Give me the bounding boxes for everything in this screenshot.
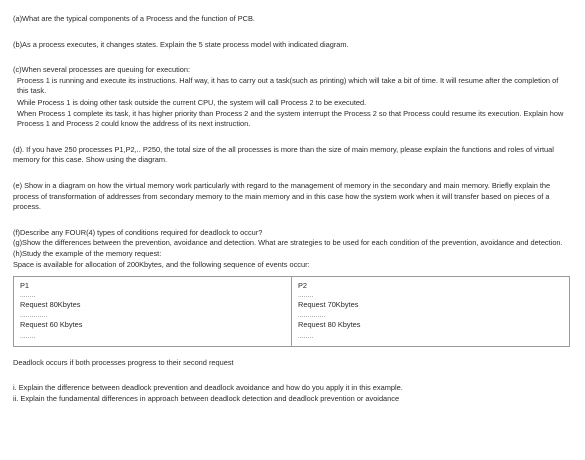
ellipsis-line: .............. — [20, 313, 48, 320]
ellipsis-line: ........ — [298, 333, 314, 340]
table-column-p1 — [14, 277, 292, 347]
question-c-line-2: While Process 1 is doing other task outside the current CPU, the system will call Process 2 to be executed. — [17, 97, 367, 107]
column-header: P2 — [298, 281, 308, 291]
memory-request-table — [13, 276, 570, 347]
question-c-heading: (c)When several processes are queuing for execution: — [13, 65, 191, 75]
question-e: (e) Show in a diagram on how the virtual memory work particularly with regard to the management of memory in the secondary and main memory. Briefly explain the process of transformation of addresses from secondary memory to the main memory and in this case how the system work when it will transfer based on pieces of a process. — [13, 180, 551, 212]
ellipsis-line: ........ — [20, 292, 36, 299]
question-c-line-1: Process 1 is running and execute its instructions. Half way, it has to carry out a task(such as printing) which will take a bit of time. It will resume after the completion of this task. — [17, 75, 559, 96]
ellipsis-line: ........ — [298, 292, 314, 299]
ellipsis-line: ........ — [20, 333, 36, 340]
sub-question-ii: ii. Explain the fundamental differences in approach between deadlock detection and deadlock prevention or avoidance — [13, 394, 400, 404]
request-line: Request 80 Kbytes — [298, 320, 361, 330]
question-g: (g)Show the differences between the prevention, avoidance and detection. What are strategies to be used for each condition of the prevention, avoidance and detection. — [13, 238, 563, 248]
request-line: Request 60 Kbytes — [20, 320, 83, 330]
space-available-text: Space is available for allocation of 200Kbytes, and the following sequence of events occur: — [13, 259, 310, 269]
table-column-p2 — [292, 277, 570, 347]
question-c-line-3: When Process 1 complete its task, it has higher priority than Process 2 and the system interrupt the Process 2 so that Process could resume its execution. Explain how Process 1 and Process 2 could know the address of its next instruction. — [17, 108, 564, 129]
column-header: P1 — [20, 281, 30, 291]
sub-question-i: i. Explain the difference between deadlock prevention and deadlock avoidance and how do you apply it in this example. — [13, 383, 403, 393]
ellipsis-line: .............. — [298, 313, 326, 320]
question-b: (b)As a process executes, it changes states. Explain the 5 state process model with indicated diagram. — [13, 39, 349, 49]
question-d: (d). If you have 250 processes P1,P2,.. P250, the total size of the all processes is more than the size of main memory, please explain the functions and roles of virtual memory for this case. Show using the diagram. — [13, 144, 554, 165]
question-h: (h)Study the example of the memory request: — [13, 248, 162, 258]
request-line: Request 70Kbytes — [298, 299, 359, 309]
question-f: (f)Describe any FOUR(4) types of conditions required for deadlock to occur? — [13, 227, 263, 237]
request-line: Request 80Kbytes — [20, 299, 81, 309]
question-a: (a)What are the typical components of a Process and the function of PCB. — [13, 14, 255, 23]
deadlock-statement: Deadlock occurs if both processes progress to their second request — [13, 357, 234, 367]
